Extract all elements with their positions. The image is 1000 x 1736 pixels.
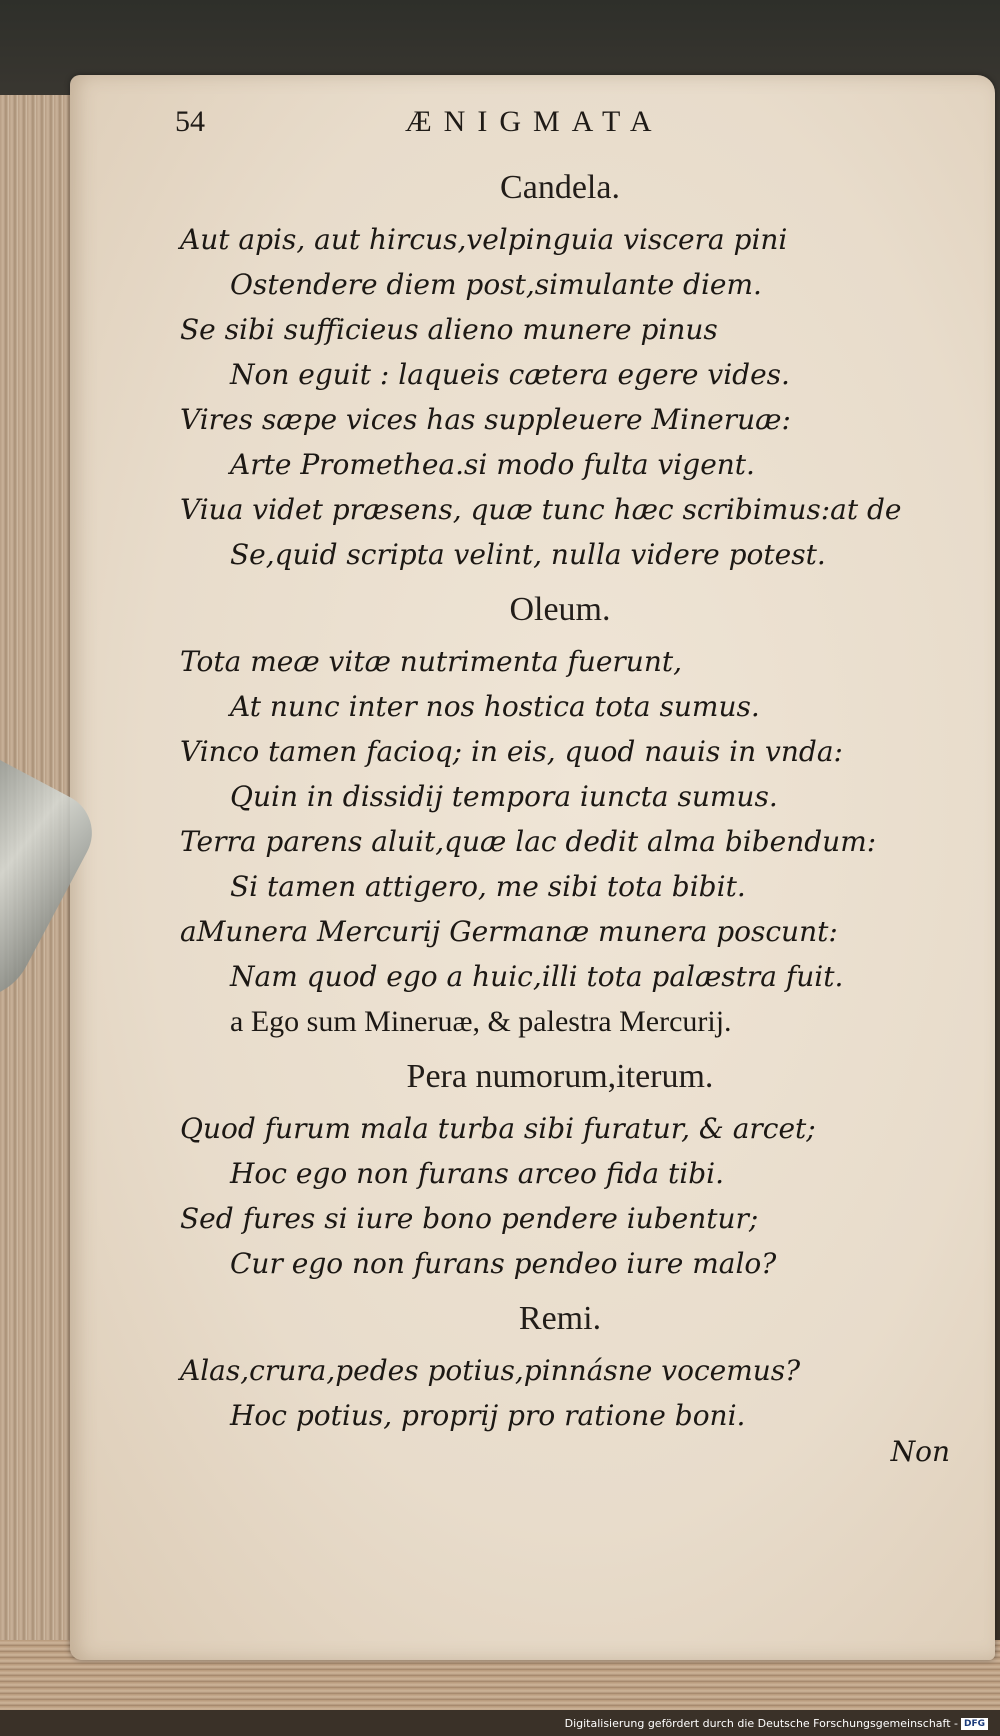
running-head: ÆNIGMATA (405, 105, 664, 138)
page-header (175, 105, 875, 155)
verse-line: a Ego sum Mineruæ, & palestra Mercurij. (230, 1005, 732, 1038)
poem-section (180, 165, 940, 577)
verse-line: Vires sæpe vices has suppleuere Mineruæ: (180, 403, 791, 436)
catchword: Non (890, 1435, 950, 1468)
verse-line: Alas,crura,pedes potius,pinnásne vocemus? (180, 1354, 801, 1387)
verse-line: Se sibi sufficieus alieno munere pinus (180, 313, 718, 346)
credit-text: Digitalisierung gefördert durch die Deutsche Forschungsgemeinschaft - (564, 1717, 958, 1730)
verse-line: Quin in dissidij tempora iuncta sumus. (230, 780, 778, 813)
verse-line: Sed fures si iure bono pendere iubentur; (180, 1202, 759, 1235)
page-text (180, 165, 940, 1448)
poem-section (180, 1296, 940, 1438)
verse-line: Viua videt præsens, quæ tunc hæc scribimus:at de (180, 493, 902, 526)
poem-section (180, 1054, 940, 1286)
verse-line: Terra parens aluit,quæ lac dedit alma bibendum: (180, 825, 877, 858)
verse-line: Quod furum mala turba sibi furatur, & arcet; (180, 1112, 816, 1145)
section-title: Candela. (500, 169, 620, 206)
verse-line: Cur ego non furans pendeo iure malo? (230, 1247, 777, 1280)
verse-line: Tota meæ vitæ nutrimenta fuerunt, (180, 645, 683, 678)
verse-line: Aut apis, aut hircus,velpinguia viscera pini (180, 223, 788, 256)
verse-line: Ostendere diem post,simulante diem. (230, 268, 762, 301)
verse-line: Arte Promethea.si modo fulta vigent. (230, 448, 755, 481)
section-title: Pera numorum,iterum. (406, 1058, 714, 1095)
verse-line: Si tamen attigero, me sibi tota bibit. (230, 870, 746, 903)
verse-line: Non eguit : laqueis cætera egere vides. (230, 358, 790, 391)
verse-line: At nunc inter nos hostica tota sumus. (230, 690, 760, 723)
poem-section (180, 587, 940, 1044)
verse-line: Hoc potius, proprij pro ratione boni. (230, 1399, 746, 1432)
verse-line: Nam quod ego a huic,illi tota palæstra fuit. (230, 960, 844, 993)
verse-line: Vinco tamen facioq; in eis, quod nauis in vnda: (180, 735, 843, 768)
section-title: Oleum. (509, 591, 611, 628)
dfg-logo: DFG (961, 1718, 988, 1730)
verse-line: Hoc ego non furans arceo fida tibi. (230, 1157, 724, 1190)
digitization-credit (565, 1717, 988, 1730)
section-title: Remi. (518, 1300, 602, 1337)
verse-line: aMunera Mercurij Germanæ munera poscunt: (180, 915, 838, 948)
page-number: 54 (175, 105, 205, 138)
verse-line: Se,quid scripta velint, nulla videre potest. (230, 538, 826, 571)
